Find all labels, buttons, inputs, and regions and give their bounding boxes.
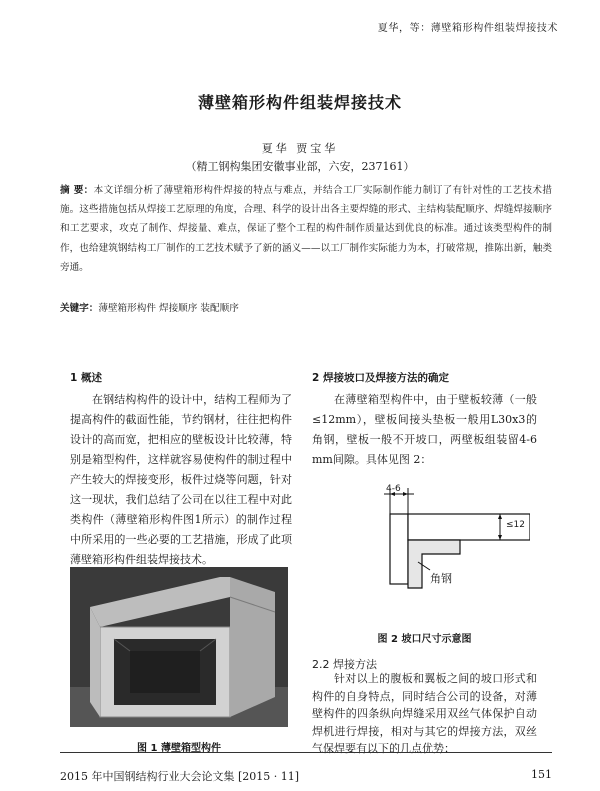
dimension-gap-label: 4-6	[386, 484, 401, 494]
running-header: 夏华，等：薄壁箱形构件组装焊接技术	[377, 23, 558, 34]
section-1-heading: 1 概述	[70, 372, 102, 384]
footer-proceedings: 2015 年中国钢结构行业大会论文集 [2015 · 11]	[60, 770, 300, 783]
abstract-label: 摘 要：	[60, 185, 94, 196]
footer-divider	[60, 752, 552, 753]
section-2-2-heading: 2.2 焊接方法	[312, 658, 377, 671]
box-member-illustration	[70, 567, 288, 727]
keywords-text: 薄壁箱形构件 焊接顺序 装配顺序	[98, 303, 239, 314]
groove-detail-drawing	[330, 470, 530, 620]
figure-1-photo	[70, 567, 288, 727]
affiliation: （精工钢构集团安徽事业部，六安，237161）	[185, 160, 415, 173]
figure-1-caption: 图 1 薄壁箱型构件	[137, 743, 221, 754]
page-number: 151	[531, 768, 552, 781]
section-1-body: 在钢结构构件的设计中，结构工程师为了提高构件的截面性能，节约钢材，往往把构件设计的高而宽，把相应的壁板设计比较薄，特别是箱型构件，这样就容易使构件的制过程中产生较大的焊接变形，板件过烧等问题，针对这一现状，我们总结了公司在以往工程中对此类构件（薄壁箱形构件图1所示）的制作过程中所采用的一些必要的工艺措施，形成了此项薄壁箱形构件组装焊接技术。	[70, 393, 292, 566]
paper-title: 薄壁箱形构件组装焊接技术	[197, 93, 402, 112]
angle-steel-label: 角钢	[430, 572, 452, 585]
dimension-thickness-label: ≤12	[506, 520, 525, 530]
section-2-heading: 2 焊接坡口及焊接方法的确定	[312, 372, 449, 384]
section-2-2-body: 针对以上的腹板和翼板之间的坡口形式和构件的自身特点，同时结合公司的设备，对薄壁构件的四条纵向焊缝采用双丝气体保护自动焊机进行焊接，相对与其它的焊接方法，双丝气保焊要有以下的几点优势：	[312, 672, 537, 755]
section-2-body: 在薄壁箱型构件中，由于壁板较薄（一般≤12mm），壁板间接头垫板一般用L30x3的角钢，壁板一般不开坡口，两壁板组装留4-6 mm间隙。具体见图 2：	[312, 393, 537, 466]
keywords	[60, 300, 552, 314]
keywords-label: 关键字：	[60, 303, 99, 314]
figure-2-diagram	[330, 470, 530, 620]
figure-2-caption: 图 2 坡口尺寸示意图	[377, 634, 472, 645]
authors: 夏华 贾宝华	[261, 142, 339, 155]
abstract	[60, 181, 552, 277]
abstract-text: 本文详细分析了薄壁箱形构件焊接的特点与难点，并结合工厂实际制作能力制订了有针对性的工艺技术措施。这些措施包括从焊接工艺原理的角度，合理、科学的设计出各主要焊缝的形式、主结构装配顺序、焊缝焊接顺序和工艺要求，攻克了制作、焊接量、难点，保证了整个工程的构件制作质量达到优良的标准。通过该类型构件的制作，也给建筑钢结构工厂制作的工艺技术赋予了新的涵义——以工厂制作实际能力为本，打破常规，推陈出新，触类旁通。	[60, 185, 552, 273]
